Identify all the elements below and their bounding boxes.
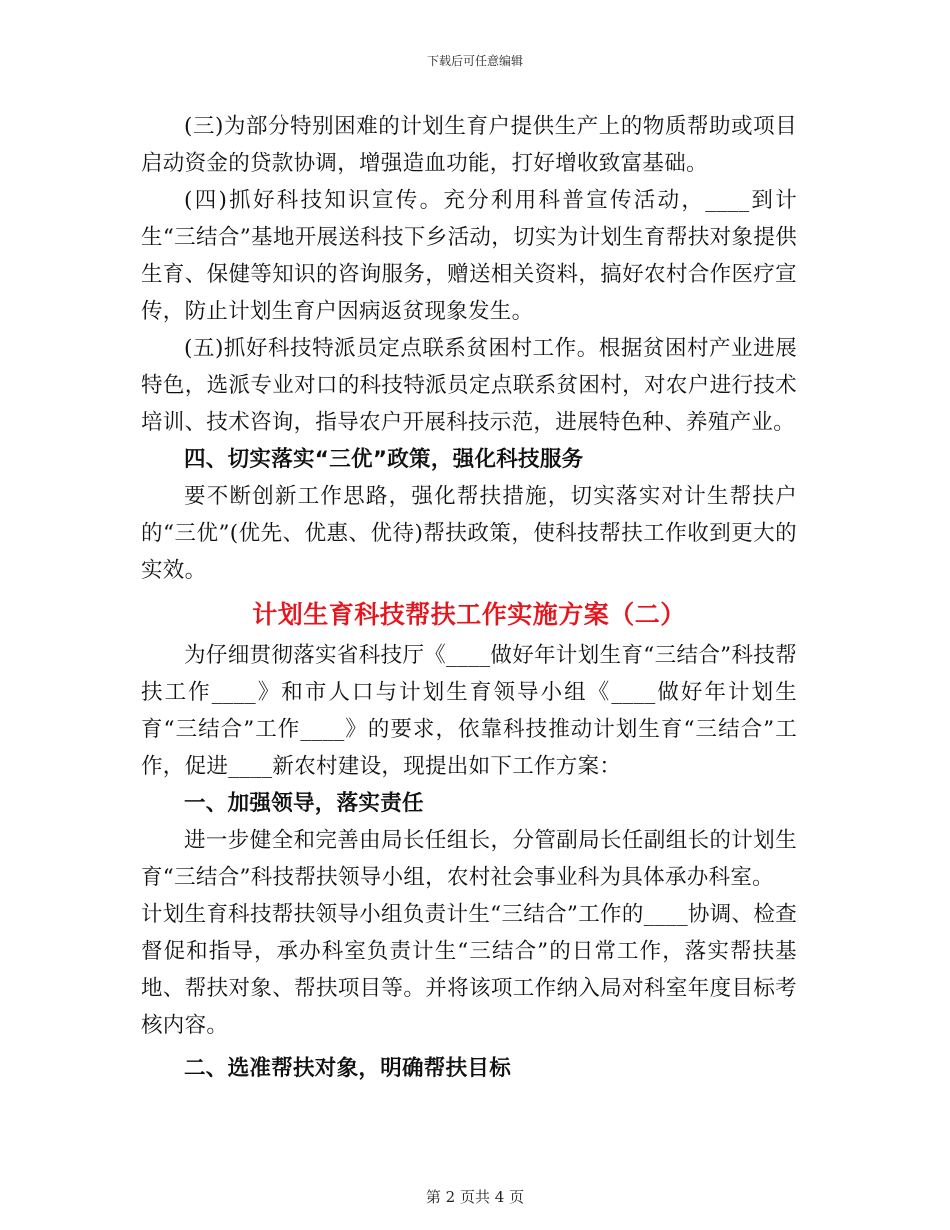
heading-section-4: 四、切实落实“三优”政策，强化科技服务	[184, 447, 584, 472]
paragraph-section-4: 要不断创新工作思路，强化帮扶措施，切实落实对计生帮扶户的“三优”(优先、优惠、优待)帮扶政策，使科技帮扶工作收到更大的实效。	[141, 484, 797, 583]
page-header: 下载后可任意编辑	[426, 54, 523, 68]
heading-section-1: 一、加强领导，落实责任	[184, 791, 424, 816]
paragraph-item-4: (四)抓好科技知识宣传。充分利用科普宣传活动，____到计生“三结合”基地开展送科技下乡活动，切实为计划生育帮扶对象提供生育、保健等知识的咨询服务，赠送相关资料，搞好农村合作医疗宣传，防止计划生育户因病返贫现象发生。	[141, 188, 797, 324]
paragraph-item-5: (五)抓好科技特派员定点联系贫困村工作。根据贫困村产业进展特色，选派专业对口的科技特派员定点联系贫困村，对农户进行技术培训、技术咨询，指导农户开展科技示范，进展特色种、养殖产业。	[141, 336, 797, 435]
paragraph-item-3: (三)为部分特别困难的计划生育户提供生产上的物质帮助或项目启动资金的贷款协调，增强造血功能，打好增收致富基础。	[141, 114, 797, 176]
heading-section-2: 二、选准帮扶对象，明确帮扶目标	[184, 1056, 512, 1081]
paragraph-section-1a: 进一步健全和完善由局长任组长，分管副局长任副组长的计划生育“三结合”科技帮扶领导小组，农村社会事业科为具体承办科室。	[141, 828, 797, 890]
document-title: 计划生育科技帮扶工作实施方案（二）	[252, 600, 686, 629]
paragraph-intro: 为仔细贯彻落实省科技厅《____做好年计划生育“三结合”科技帮扶工作____》和市人口与计划生育领导小组《____做好年计划生育“三结合”工作____》的要求，依靠科技推动计划生育“三结合”工作，促进____新农村建设，现提出如下工作方案：	[141, 643, 797, 779]
paragraph-section-1b: 计划生育科技帮扶领导小组负责计生“三结合”工作的____协调、检查督促和指导，承办科室负责计生“三结合”的日常工作，落实帮扶基地、帮扶对象、帮扶项目等。并将该项工作纳入局对科室年度目标考核内容。	[141, 902, 797, 1038]
page-footer: 第 2 页共 4 页	[425, 1188, 525, 1206]
document-body	[141, 108, 797, 1087]
